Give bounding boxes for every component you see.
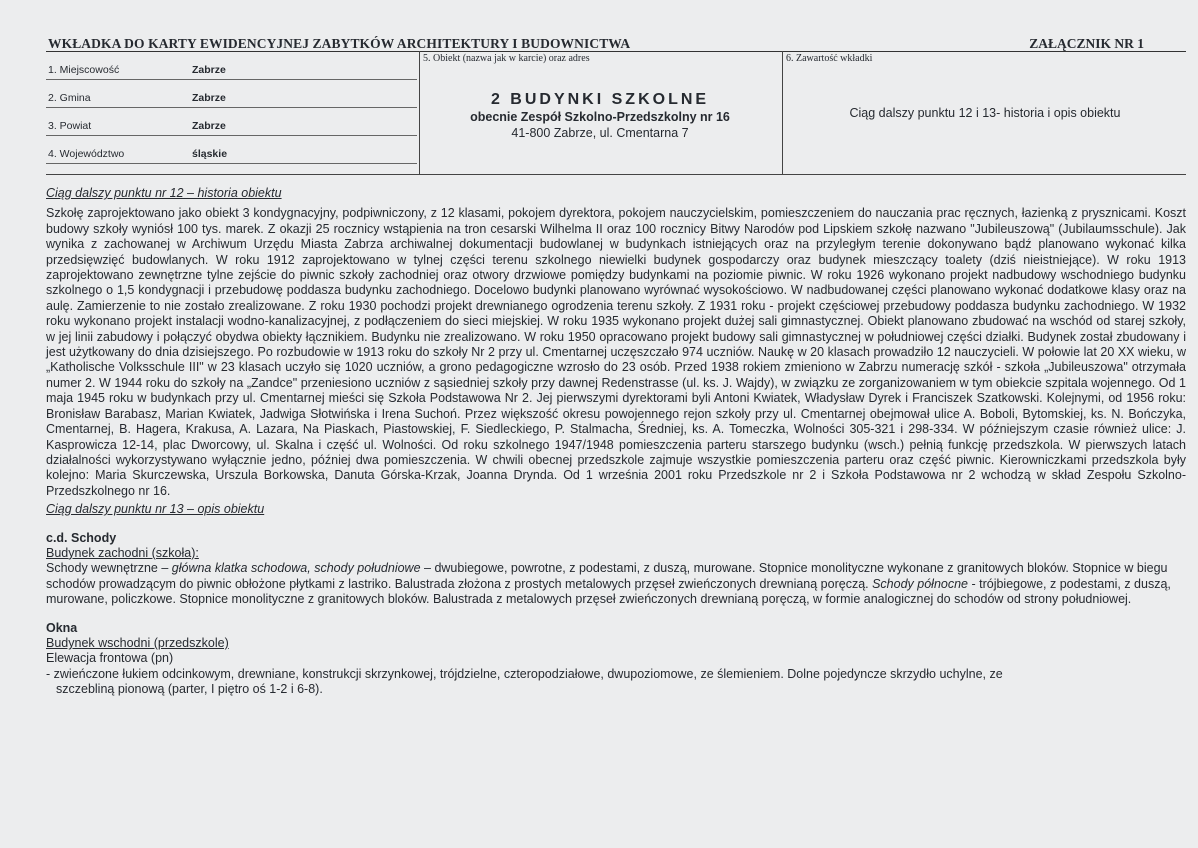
field-label: 2. Gmina: [48, 92, 91, 104]
windows-line: szczebliną pionową (parter, I piętro oś 1-2 i 6-8).: [56, 682, 323, 697]
section-13-heading: Ciąg dalszy punktu nr 13 – opis obiektu: [46, 502, 265, 517]
stairs-heading: c.d. Schody: [46, 530, 117, 545]
field-label: 1. Miejscowość: [48, 64, 120, 76]
windows-building-label: Budynek wschodni (przedszkole): [46, 635, 229, 650]
document-title: WKŁADKA DO KARTY EWIDENCYJNEJ ZABYTKÓW ARCHITEKTURY I BUDOWNICTWA: [48, 36, 631, 51]
stairs-building-label: Budynek zachodni (szkoła):: [46, 545, 199, 560]
windows-line: - zwieńczone łukiem odcinkowym, drewniane, konstrukcji skrzynkowej, trójdzielne, czteropodziałowe, dwupoziomowe, ze ślemieniem. Dolne pojedyncze skrzydło uchylne, ze: [46, 666, 1003, 681]
field-label: 3. Powiat: [48, 120, 92, 132]
document-body: [46, 186, 1186, 698]
section-12-text: Szkołę zaprojektowano jako obiekt 3 kondygnacyjny, podpiwniczony, z 12 klasami, pokojem dyrektora, pokojem nauczycielskim, pomieszczeniem do nauczania prac ręcznych, łazienką z prysznicami. Koszt budowy szkoły wyniósł 100 tys. marek. Z okazji 25 rocznicy wstąpienia na tron cesarski Wilhelma II oraz 100 rocznicy Bitwy Narodów pod Lipskiem szkołę nazwano "Jubileuszową" (Jubilaumsschule). Jak wynika z zachowanej w Archiwum Urzędu Miasta Zabrza archiwalnej dokumentacji budowlanej w budynkach istniejących oraz na przyległym terenie dokonywano bądź planowano wykonać kilka przedsięwzięć budowlanych. W roku 1912 zaprojektowano w tylnej części terenu szkolnego niewielki budynek gospodarczy oraz budynek mieszczący toalety (dziś nieistniejące). W roku 1913 zaprojektowano zewnętrzne tylne zejście do piwnic szkoły zachodniej oraz otwory drzwiowe pomiędzy budynkami na poziomie piwnic. W roku 1926 wykonano projekt nadbudowy wschodniego budynku szkolnego o 1,5 kondygnacji i przebudowę poddasza budynku zachodniego. Docelowo budynki planowano wyrównać wysokościowo. W nadbudowanej części planowano wykonać dodatkowe klasy oraz na aulę. Zamierzenie to nie zostało zrealizowane. Z roku 1930 pochodzi projekt drewnianego ogrodzenia terenu szkoły. Z 1931 roku - projekt częściowej przebudowy poddasza budynku zachodniego. W 1932 roku wykonano projekt instalacji wodno-kanalizacyjnej, z podłączeniem do sieci miejskiej. W roku 1935 wykonano projekt dużej sali gimnastycznej. Obiekt planowano zbudować na wschód od starej szkoły, w jej linii zabudowy i połączyć obydwa obiekty łącznikiem. Budynku nie zrealizowano. W roku 1950 opracowano projekt budowy sali gimnastycznej w południowej części działki. Budynek został zbudowany i jest użytkowany do dnia dzisiejszego. Po rozbudowie w 1913 roku do szkoły Nr 2 przy ul. Cmentarnej uczęszczało 974 uczniów. Naukę w 20 klasach prowadziło 12 nauczycieli. W połowie lat 20 XX wieku, w „Katholische Volksschule III" w 23 klasach uczyło się 1020 uczniów, a grono pedagogiczne wzrosło do 23 osób. Przed 1938 rokiem zmieniono w Zabrzu numerację szkół - szkoła „Jubileuszowa" otrzymała numer 2. W 1944 roku do szkoły na „Zandce" przeniesiono uczniów z sąsiedniej szkoły przy dawnej Redenstrasse (ul. ks. J. Wajdy), w związku ze zorganizowaniem w tym obiekcie szpitala wojennego. Od 1 maja 1945 roku w budynkach przy ul. Cmentarnej mieści się Szkoła Podstawowa Nr 2. Jej pierwszymi dyrektorami byli Antoni Kwiatek, Władysław Dyrek i Franciszek Szatkowski. Kolejnymi, od 1956 roku: Bronisław Barabasz, Marian Kwiatek, Jadwiga Słotwińska i Irena Suchoń. Przez większość okresu powojennego rejon szkoły przy ul. Cmentarnej obejmował ulice A. Boboli, Bytomskiej, ks. N. Bończyka, Cmentarnej, B. Hagera, Krakusa, A. Lazara, Na Piaskach, Piastowskiej, F. Siedleckiego, P. Stalmacha, Średniej, ks. A. Tomeczka, Wolności 305-321 i 298-334. W późniejszym czasie również ulice: J. Kasprowicza 12-14, plac Dworcowy, ul. Skalna i część ul. Wolności. Od roku szkolnego 1947/1948 pomieszczenia parteru starszego budynku (wsch.) pełnią funkcję przedszkola. W pierwszych latach działalności wykorzystywano wyłącznie jedno, później dwa pomieszczenia. W chwili obecnej przedszkole zajmuje wszystkie pomieszczenia parteru oraz część piwnic. Kierowniczkami przedszkola były kolejno: Maria Skurczewska, Urszula Borkowska, Danuta Górska-Krzak, Joanna Drynda. Od 1 września 2001 roku Przedszkole nr 2 i Szkoła Podstawowa nr 2 wchodzą w skład Zespołu Szkolno- Przedszkolnego nr 16.: [46, 206, 1186, 498]
object-box-label: 5. Obiekt (nazwa jak w karcie) oraz adres: [423, 53, 590, 64]
object-title: 2 BUDYNKI SZKOLNE: [490, 91, 710, 108]
stairs-text-italic: Schody północne: [872, 576, 968, 591]
stairs-text: Schody wewnętrzne –: [46, 561, 172, 576]
stairs-description: [46, 561, 1186, 607]
field-value: śląskie: [192, 148, 228, 160]
contents-box-label: 6. Zawartość wkładki: [786, 53, 873, 64]
object-address: 41-800 Zabrze, ul. Cmentarna 7: [511, 126, 689, 140]
field-label: 4. Województwo: [48, 148, 125, 160]
stairs-text: - trójbiegowe, z podestami, z duszą, murowane, policzkowe. Stopnice monolityczne z granitowych bloków. Balustrada z metalowych przęseł zwieńczonych drewnianą poręczą, w formie analogicznej do schodów od strony południowej.: [46, 576, 1171, 607]
stairs-text: – dwubiegowe, powrotne, z podestami, z duszą, murowane. Stopnice monolityczne wykonane z granitowych bloków. Stopnice w biegu schodów prowadzącym do piwnic obłożone płytkami z lastriko. Balustrada złożona z prostych metalowych przęseł zwieńczonych drewnianą poręczą.: [46, 561, 1168, 591]
contents-value: Ciąg dalszy punktu 12 i 13- historia i opis obiektu: [849, 106, 1121, 120]
object-subtitle: obecnie Zespół Szkolno-Przedszkolny nr 16: [470, 110, 730, 124]
field-district: [46, 108, 417, 136]
field-value: Zabrze: [192, 92, 226, 104]
section-12-heading: Ciąg dalszy punktu nr 12 – historia obiektu: [46, 186, 282, 200]
header-bottom-rule: [46, 174, 1186, 175]
field-locality: [46, 52, 417, 80]
attachment-label: ZAŁĄCZNIK NR 1: [1029, 36, 1144, 51]
windows-elevation-label: Elewacja frontowa (pn): [46, 651, 174, 666]
field-voivodeship: [46, 136, 417, 164]
field-value: Zabrze: [192, 64, 226, 76]
stairs-text-italic: główna klatka schodowa, schody południowe: [171, 561, 421, 576]
column-divider: [782, 51, 783, 174]
windows-heading: Okna: [46, 620, 78, 635]
field-value: Zabrze: [192, 120, 226, 132]
field-commune: [46, 80, 417, 108]
